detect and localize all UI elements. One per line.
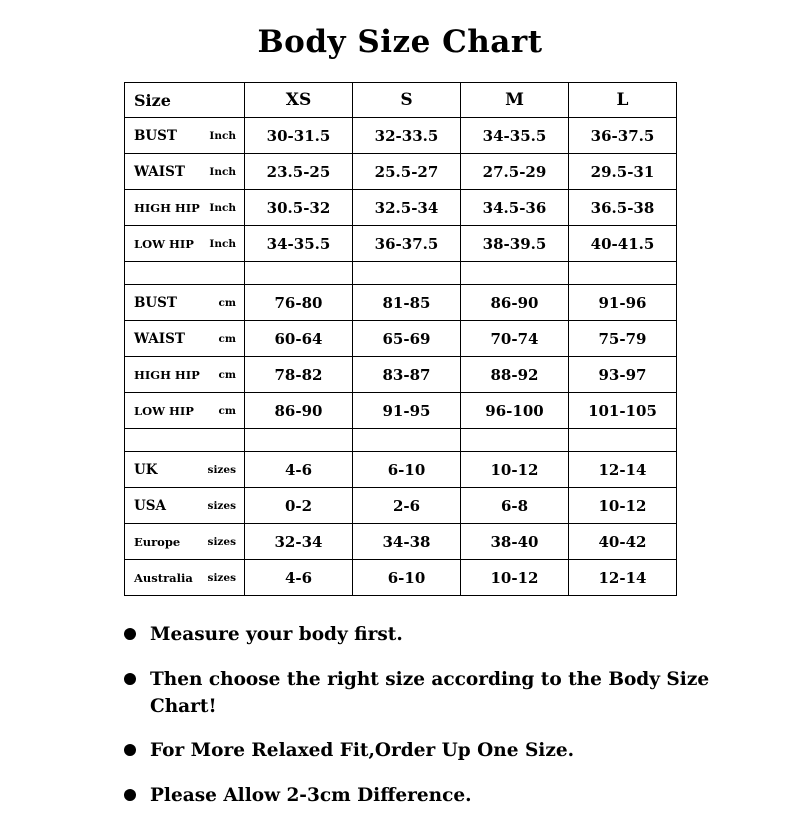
measure-unit: cm: [218, 404, 236, 417]
spacer-cell: [353, 262, 461, 285]
cell-value: 32-34: [245, 524, 353, 560]
note-text: Measure your body first.: [150, 624, 403, 645]
measure-unit: Inch: [209, 129, 236, 142]
cell-value: 12-14: [569, 452, 677, 488]
header-size-xs: XS: [245, 83, 353, 118]
measure-unit: sizes: [207, 499, 236, 512]
row-label-usa: [125, 488, 245, 524]
cell-value: 65-69: [353, 321, 461, 357]
measure-name: HIGH HIP: [134, 367, 200, 382]
cell-value: 60-64: [245, 321, 353, 357]
cell-value: 78-82: [245, 357, 353, 393]
list-item: [124, 667, 746, 721]
row-label-high-hip-inch: [125, 190, 245, 226]
cell-value: 81-85: [353, 285, 461, 321]
cell-value: 6-10: [353, 452, 461, 488]
spacer-cell: [461, 429, 569, 452]
cell-value: 91-95: [353, 393, 461, 429]
cell-value: 36.5-38: [569, 190, 677, 226]
cell-value: 86-90: [461, 285, 569, 321]
spacer-cell: [353, 429, 461, 452]
cell-value: 38-39.5: [461, 226, 569, 262]
measure-unit: cm: [218, 368, 236, 381]
notes-list: [0, 622, 800, 810]
measure-unit: cm: [218, 296, 236, 309]
row-label-waist-cm: [125, 321, 245, 357]
measure-name: LOW HIP: [134, 403, 194, 418]
row-label-europe: [125, 524, 245, 560]
cell-value: 10-12: [461, 560, 569, 596]
measure-unit: Inch: [209, 165, 236, 178]
cell-value: 6-10: [353, 560, 461, 596]
cell-value: 36-37.5: [569, 118, 677, 154]
cell-value: 6-8: [461, 488, 569, 524]
cell-value: 34.5-36: [461, 190, 569, 226]
spacer-cell: [461, 262, 569, 285]
cell-value: 34-35.5: [245, 226, 353, 262]
measure-name: BUST: [134, 127, 177, 144]
measure-unit: sizes: [207, 571, 236, 584]
list-item: [124, 622, 746, 649]
cell-value: 4-6: [245, 452, 353, 488]
block-spacer: [125, 262, 677, 285]
cell-value: 32.5-34: [353, 190, 461, 226]
measure-unit: cm: [218, 332, 236, 345]
size-chart: [124, 82, 676, 596]
table-row: [125, 524, 677, 560]
measure-unit: sizes: [207, 535, 236, 548]
cell-value: 88-92: [461, 357, 569, 393]
row-label-low-hip-cm: [125, 393, 245, 429]
spacer-cell: [125, 262, 245, 285]
cell-value: 91-96: [569, 285, 677, 321]
table-row: [125, 226, 677, 262]
row-label-uk: [125, 452, 245, 488]
cell-value: 34-35.5: [461, 118, 569, 154]
measure-name: HIGH HIP: [134, 200, 200, 215]
table-header-row: [125, 83, 677, 118]
table-row: [125, 285, 677, 321]
cell-value: 75-79: [569, 321, 677, 357]
header-size-m: M: [461, 83, 569, 118]
cell-value: 93-97: [569, 357, 677, 393]
cell-value: 23.5-25: [245, 154, 353, 190]
measure-unit: sizes: [207, 463, 236, 476]
measure-name: WAIST: [134, 163, 185, 180]
header-size-s: S: [353, 83, 461, 118]
table-row: [125, 190, 677, 226]
spacer-cell: [125, 429, 245, 452]
cell-value: 30.5-32: [245, 190, 353, 226]
note-text: For More Relaxed Fit,Order Up One Size.: [150, 740, 575, 762]
cell-value: 96-100: [461, 393, 569, 429]
note-text: Please Allow 2-3cm Difference.: [150, 785, 472, 807]
bullet-icon: [124, 628, 136, 640]
measure-name: BUST: [134, 294, 177, 311]
list-item: [124, 783, 746, 810]
table-row: [125, 357, 677, 393]
row-label-waist-inch: [125, 154, 245, 190]
row-label-low-hip-inch: [125, 226, 245, 262]
table-row: [125, 321, 677, 357]
cell-value: 70-74: [461, 321, 569, 357]
measure-name: UK: [134, 461, 158, 478]
cell-value: 29.5-31: [569, 154, 677, 190]
page-title: Body Size Chart: [257, 24, 543, 60]
spacer-cell: [569, 262, 677, 285]
measure-name: LOW HIP: [134, 236, 194, 251]
table-row: [125, 488, 677, 524]
header-size-cell: [125, 83, 245, 118]
cell-value: 12-14: [569, 560, 677, 596]
spacer-cell: [245, 429, 353, 452]
cell-value: 38-40: [461, 524, 569, 560]
cell-value: 30-31.5: [245, 118, 353, 154]
bullet-icon: [124, 744, 136, 756]
cell-value: 40-41.5: [569, 226, 677, 262]
table-row: [125, 118, 677, 154]
table-row: [125, 560, 677, 596]
size-table: [124, 82, 677, 596]
spacer-cell: [569, 429, 677, 452]
measure-unit: Inch: [209, 237, 236, 250]
measure-name: WAIST: [134, 330, 185, 347]
bullet-icon: [124, 673, 136, 685]
cell-value: 76-80: [245, 285, 353, 321]
cell-value: 86-90: [245, 393, 353, 429]
spacer-cell: [245, 262, 353, 285]
row-label-bust-inch: [125, 118, 245, 154]
cell-value: 40-42: [569, 524, 677, 560]
header-size-label: Size: [134, 90, 171, 110]
measure-name: Australia: [134, 570, 193, 585]
cell-value: 27.5-29: [461, 154, 569, 190]
block-spacer: [125, 429, 677, 452]
row-label-high-hip-cm: [125, 357, 245, 393]
measure-name: USA: [134, 497, 166, 514]
row-label-bust-cm: [125, 285, 245, 321]
cell-value: 101-105: [569, 393, 677, 429]
table-row: [125, 393, 677, 429]
table-row: [125, 154, 677, 190]
bullet-icon: [124, 789, 136, 801]
header-size-l: L: [569, 83, 677, 118]
list-item: [124, 738, 746, 765]
table-row: [125, 452, 677, 488]
cell-value: 32-33.5: [353, 118, 461, 154]
cell-value: 36-37.5: [353, 226, 461, 262]
note-text: Then choose the right size according to the Body Size Chart!: [150, 668, 710, 717]
body-size-chart-page: [0, 24, 800, 824]
cell-value: 4-6: [245, 560, 353, 596]
cell-value: 34-38: [353, 524, 461, 560]
row-label-australia: [125, 560, 245, 596]
cell-value: 10-12: [569, 488, 677, 524]
cell-value: 10-12: [461, 452, 569, 488]
measure-name: Europe: [134, 534, 181, 549]
cell-value: 2-6: [353, 488, 461, 524]
cell-value: 25.5-27: [353, 154, 461, 190]
measure-unit: Inch: [209, 201, 236, 214]
cell-value: 83-87: [353, 357, 461, 393]
cell-value: 0-2: [245, 488, 353, 524]
